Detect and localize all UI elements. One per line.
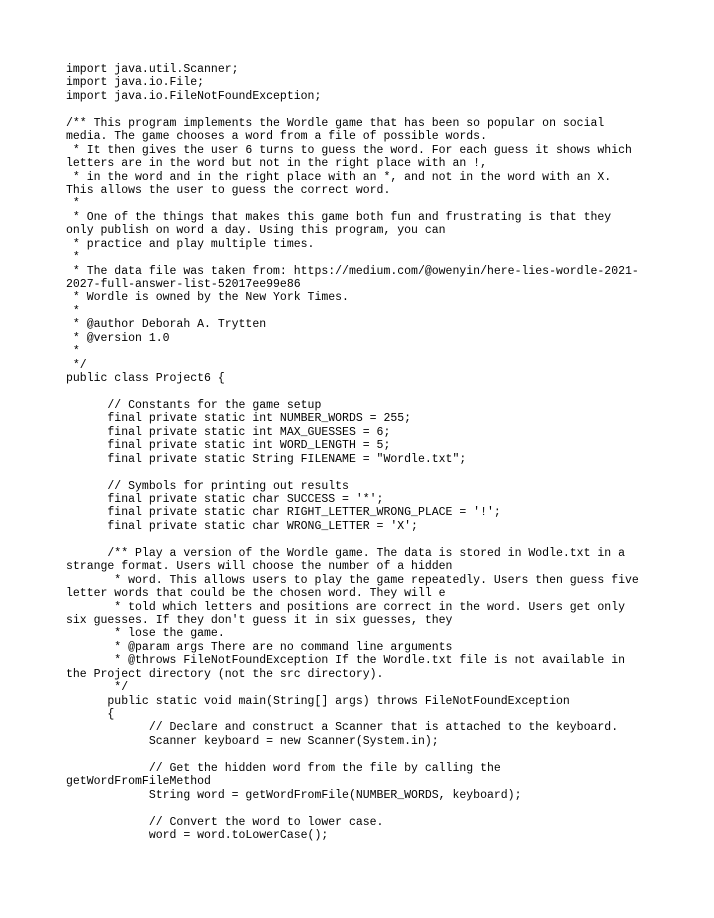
code-line: six guesses. If they don't guess it in six guesses, they (66, 613, 453, 627)
code-line: * (66, 197, 80, 211)
code-line: * (66, 251, 80, 265)
code-line: // Get the hidden word from the file by calling the (66, 761, 501, 775)
code-line: * @version 1.0 (66, 331, 170, 345)
code-line: the Project directory (not the src directory). (66, 667, 384, 681)
code-line (66, 386, 706, 399)
code-line: * Wordle is owned by the New York Times. (66, 291, 349, 305)
code-line: * told which letters and positions are correct in the word. Users get only (66, 600, 625, 614)
code-line: * @param args There are no command line arguments (66, 640, 453, 654)
code-line: * (66, 345, 80, 359)
code-line: final private static int MAX_GUESSES = 6; (66, 425, 391, 439)
code-line: letters are in the word but not in the right place with an !, (66, 157, 487, 171)
code-line: letter words that could be the chosen word. They will e (66, 587, 446, 601)
code-line: * It then gives the user 6 turns to guess the word. For each guess it shows which (66, 143, 632, 157)
code-line: * The data file was taken from: https://medium.com/@owenyin/here-lies-wordle-2021- (66, 264, 639, 278)
source-code-listing (66, 63, 706, 842)
code-line: /** This program implements the Wordle game that has been so popular on social (66, 116, 605, 130)
code-line: public class Project6 { (66, 372, 225, 386)
code-line: import java.io.FileNotFoundException; (66, 89, 322, 103)
code-line: This allows the user to guess the correct word. (66, 183, 391, 197)
code-line: * lose the game. (66, 627, 225, 641)
code-line: * @throws FileNotFoundException If the Wordle.txt file is not available in (66, 654, 625, 668)
code-line: Scanner keyboard = new Scanner(System.in); (66, 734, 439, 748)
code-line (66, 466, 706, 479)
code-line: final private static char RIGHT_LETTER_WRONG_PLACE = '!'; (66, 506, 501, 520)
code-line: 2027-full-answer-list-52017ee99e86 (66, 278, 301, 291)
code-line: only publish on word a day. Using this program, you can (66, 224, 446, 238)
code-line: getWordFromFileMethod (66, 775, 211, 789)
code-line (66, 802, 706, 815)
code-line: import java.util.Scanner; (66, 63, 239, 76)
code-line: { (66, 708, 115, 721)
code-line: * practice and play multiple times. (66, 237, 315, 251)
code-line: */ (66, 358, 87, 372)
code-line: // Symbols for printing out results (66, 479, 349, 493)
code-line: final private static char WRONG_LETTER = 'X'; (66, 519, 418, 533)
code-line: */ (66, 681, 129, 695)
code-line: final private static int WORD_LENGTH = 5; (66, 439, 391, 453)
code-line: import java.io.File; (66, 76, 205, 90)
code-line: String word = getWordFromFile(NUMBER_WORDS, keyboard); (66, 788, 522, 802)
code-line: media. The game chooses a word from a file of possible words. (66, 130, 487, 144)
code-line: final private static char SUCCESS = '*'; (66, 493, 384, 506)
code-line: // Constants for the game setup (66, 398, 322, 412)
code-line: // Convert the word to lower case. (66, 815, 384, 829)
code-line: public static void main(String[] args) throws FileNotFoundException (66, 694, 570, 708)
code-line: * One of the things that makes this game both fun and frustrating is that they (66, 210, 612, 224)
code-line: /** Play a version of the Wordle game. The data is stored in Wodle.txt in a (66, 546, 625, 560)
code-line: word = word.toLowerCase(); (66, 828, 329, 842)
code-line (66, 103, 706, 116)
code-line: * @author Deborah A. Trytten (66, 318, 267, 332)
code-line: final private static String FILENAME = "Wordle.txt"; (66, 452, 467, 466)
code-line (66, 533, 706, 546)
code-line: * (66, 304, 80, 318)
code-line: * in the word and in the right place with an *, and not in the word with an X. (66, 170, 612, 184)
code-line (66, 748, 706, 761)
code-line: * word. This allows users to play the game repeatedly. Users then guess five (66, 573, 639, 587)
code-line: // Declare and construct a Scanner that is attached to the keyboard. (66, 721, 619, 735)
code-line: strange format. Users will choose the number of a hidden (66, 560, 453, 574)
code-line: final private static int NUMBER_WORDS = 255; (66, 412, 412, 426)
